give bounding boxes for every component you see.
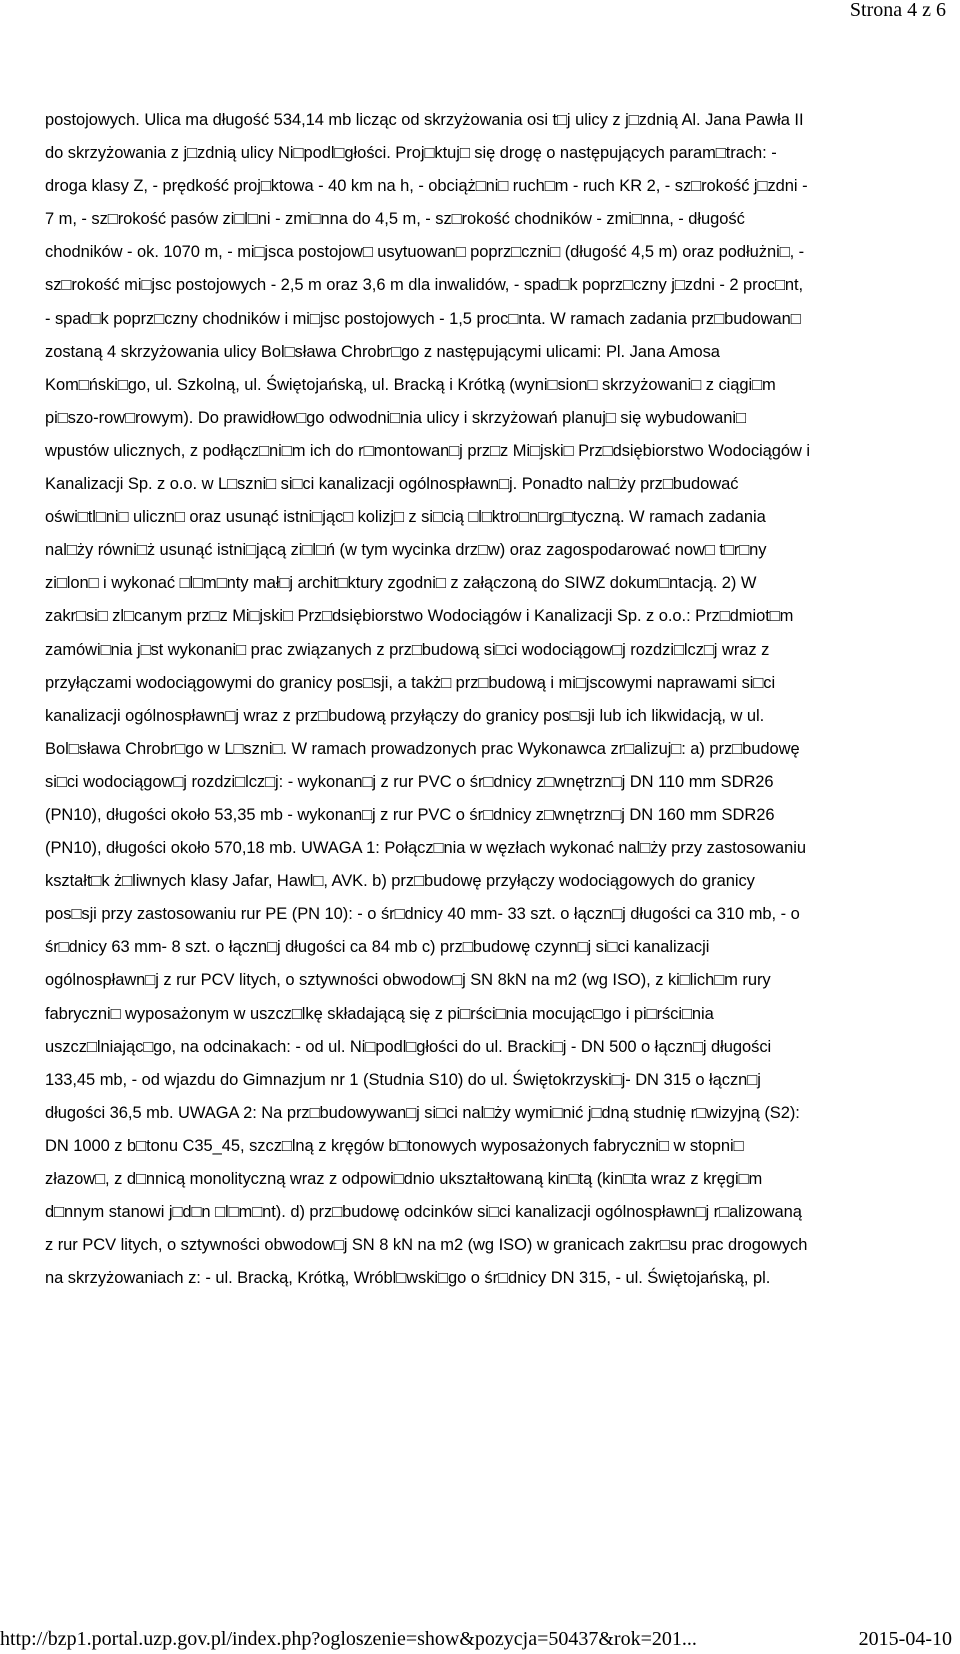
- text-line: kształt□k ż□liwnych klasy Jafar, Hawl□, AVK. b) prz□budowę przyłączy wodociągowych do granicy: [45, 872, 755, 891]
- text-line: na skrzyżowaniach z: - ul. Bracką, Krótką, Wróbl□wski□go o śr□dnicy DN 315, - ul. Świętojańską, pl.: [45, 1269, 771, 1288]
- text-line: 133,45 mb, - od wjazdu do Gimnazjum nr 1 (Studnia S10) do ul. Świętokrzyski□j- DN 315 o łączn□j: [45, 1070, 761, 1089]
- text-line: si□ci wodociągow□j rozdzi□lcz□j: - wykonan□j z rur PVC o śr□dnicy z□wnętrzn□j DN 110 mm SDR26: [45, 772, 774, 791]
- text-line: d□nnym stanowi j□d□n □l□m□nt). d) prz□budowę odcinków si□ci kanalizacji ogólnospławn□j r□alizowaną: [45, 1203, 802, 1222]
- text-line: ogólnospławn□j z rur PCV litych, o sztywności obwodow□j SN 8kN na m2 (wg ISO), z ki□lich□m rury: [45, 971, 771, 990]
- source-url: http://bzp1.portal.uzp.gov.pl/index.php?ogloszenie=show&pozycja=50437&rok=201...: [0, 1628, 697, 1650]
- text-line: chodników - ok. 1070 m, - mi□jsca postojow□ usytuowan□ poprz□czni□ (długość 4,5 m) oraz podłużni□, -: [45, 243, 805, 262]
- text-line: przyłączami wodociągowymi do granicy pos□sji, a takż□ prz□budową i mi□jscowymi naprawami si□ci: [45, 673, 776, 692]
- text-line: DN 1000 z b□tonu C35_45, szcz□lną z kręgów b□tonowych wyposażonych fabryczni□ w stopni□: [45, 1136, 744, 1155]
- text-line: Bol□sława Chrobr□go w L□szni□. W ramach prowadzonych prac Wykonawca zr□alizuj□: a) prz□budowę: [45, 739, 800, 758]
- text-line: nal□ży równi□ż usunąć istni□jącą zi□l□ń (w tym wycinka drz□w) oraz zagospodarować now□ t□r□ny: [45, 541, 767, 560]
- text-line: zakr□si□ zl□canym prz□z Mi□jski□ Prz□dsiębiorstwo Wodociągów i Kanalizacji Sp. z o.o.: Prz□dmiot□m: [45, 607, 794, 626]
- text-line: zi□lon□ i wykonać □l□m□nty mał□j archit□ktury zgodni□ z załączoną do SIWZ dokum□ntacją. 2) W: [45, 574, 757, 593]
- text-line: droga klasy Z, - prędkość proj□ktowa - 40 km na h, - obciąż□ni□ ruch□m - ruch KR 2, - sz□rokość j□zdni -: [45, 177, 808, 196]
- text-line: 7 m, - sz□rokość pasów zi□l□ni - zmi□nna do 4,5 m, - sz□rokość chodników - zmi□nna, - długość: [45, 210, 745, 229]
- text-line: pos□sji przy zastosowaniu rur PE (PN 10): - o śr□dnicy 40 mm- 33 szt. o łączn□j długości ca 310 mb, - o: [45, 905, 800, 924]
- text-line: Kom□ński□go, ul. Szkolną, ul. Świętojańską, ul. Bracką i Krótką (wyni□sion□ skrzyżowani□ z ciągi□m: [45, 375, 776, 394]
- page-number: Strona 4 z 6: [849, 0, 946, 21]
- page-footer: [0, 1624, 960, 1654]
- text-line: (PN10), długości około 53,35 mb - wykonan□j z rur PVC o śr□dnicy z□wnętrzn□j DN 160 mm SDR26: [45, 805, 775, 824]
- document-body: [45, 104, 960, 1295]
- text-line: zamówi□nia j□st wykonani□ prac związanych z prz□budową si□ci wodociągow□j rozdzi□lcz□j wraz z: [45, 640, 770, 659]
- text-line: uszcz□lniając□go, na odcinakach: - od ul. Ni□podl□głości do ul. Bracki□j - DN 500 o łączn□j długości: [45, 1037, 772, 1056]
- text-line: do skrzyżowania z j□zdnią ulicy Ni□podl□głości. Proj□ktuj□ się drogę o następujących param□trach: -: [45, 144, 777, 163]
- text-line: fabryczni□ wyposażonym w uszcz□lkę składającą się z pi□rści□nia mocując□go i pi□rści□nia: [45, 1004, 714, 1023]
- text-line: (PN10), długości około 570,18 mb. UWAGA 1: Połącz□nia w węzłach wykonać nal□ży przy zastosowaniu: [45, 839, 807, 858]
- text-line: długości 36,5 mb. UWAGA 2: Na prz□budowywan□j si□ci nal□ży wymi□nić j□dną studnię r□wizyjną (S2):: [45, 1103, 800, 1122]
- text-line: zostaną 4 skrzyżowania ulicy Bol□sława Chrobr□go z następującymi ulicami: Pl. Jana Amosa: [45, 342, 720, 361]
- text-line: sz□rokość mi□jsc postojowych - 2,5 m oraz 3,6 m dla inwalidów, - spad□k poprz□czny j□zdni - 2 proc□nt,: [45, 276, 804, 295]
- text-line: z rur PCV litych, o sztywności obwodow□j SN 8 kN na m2 (wg ISO) w granicach zakr□su prac drogowych: [45, 1236, 808, 1255]
- text-line: oświ□tl□ni□ uliczn□ oraz usunąć istni□jąc□ kolizj□ z si□cią □l□ktro□n□rg□tyczną. W ramach zadania: [45, 508, 766, 527]
- print-date: 2015-04-10: [858, 1628, 952, 1650]
- text-line: kanalizacji ogólnospławn□j wraz z prz□budową przyłączy do granicy pos□sji lub ich likwidacją, w ul.: [45, 706, 765, 725]
- text-line: śr□dnicy 63 mm- 8 szt. o łączn□j długości ca 84 mb c) prz□budowę czynn□j si□ci kanalizacji: [45, 938, 710, 957]
- text-line: wpustów ulicznych, z podłącz□ni□m ich do r□montowan□j prz□z Mi□jski□ Prz□dsiębiorstwo Wodociągów i: [45, 441, 811, 460]
- text-line: pi□szo-row□rowym). Do prawidłow□go odwodni□nia ulicy i skrzyżowań planuj□ się wybudowani□: [45, 408, 746, 427]
- text-line: Kanalizacji Sp. z o.o. w L□szni□ si□ci kanalizacji ogólnospławn□j. Ponadto nal□ży prz□budować: [45, 475, 739, 494]
- text-line: postojowych. Ulica ma długość 534,14 mb licząc od skrzyżowania osi t□j ulicy z j□zdnią Al. Jana Pawła II: [45, 111, 804, 129]
- text-line: złazow□, z d□nnicą monolityczną wraz z odpowi□dnio ukształtowaną kin□tą (kin□ta wraz z kręgi□m: [45, 1170, 763, 1188]
- text-line: - spad□k poprz□czny chodników i mi□jsc postojowych - 1,5 proc□nta. W ramach zadania prz□budowan□: [45, 309, 801, 328]
